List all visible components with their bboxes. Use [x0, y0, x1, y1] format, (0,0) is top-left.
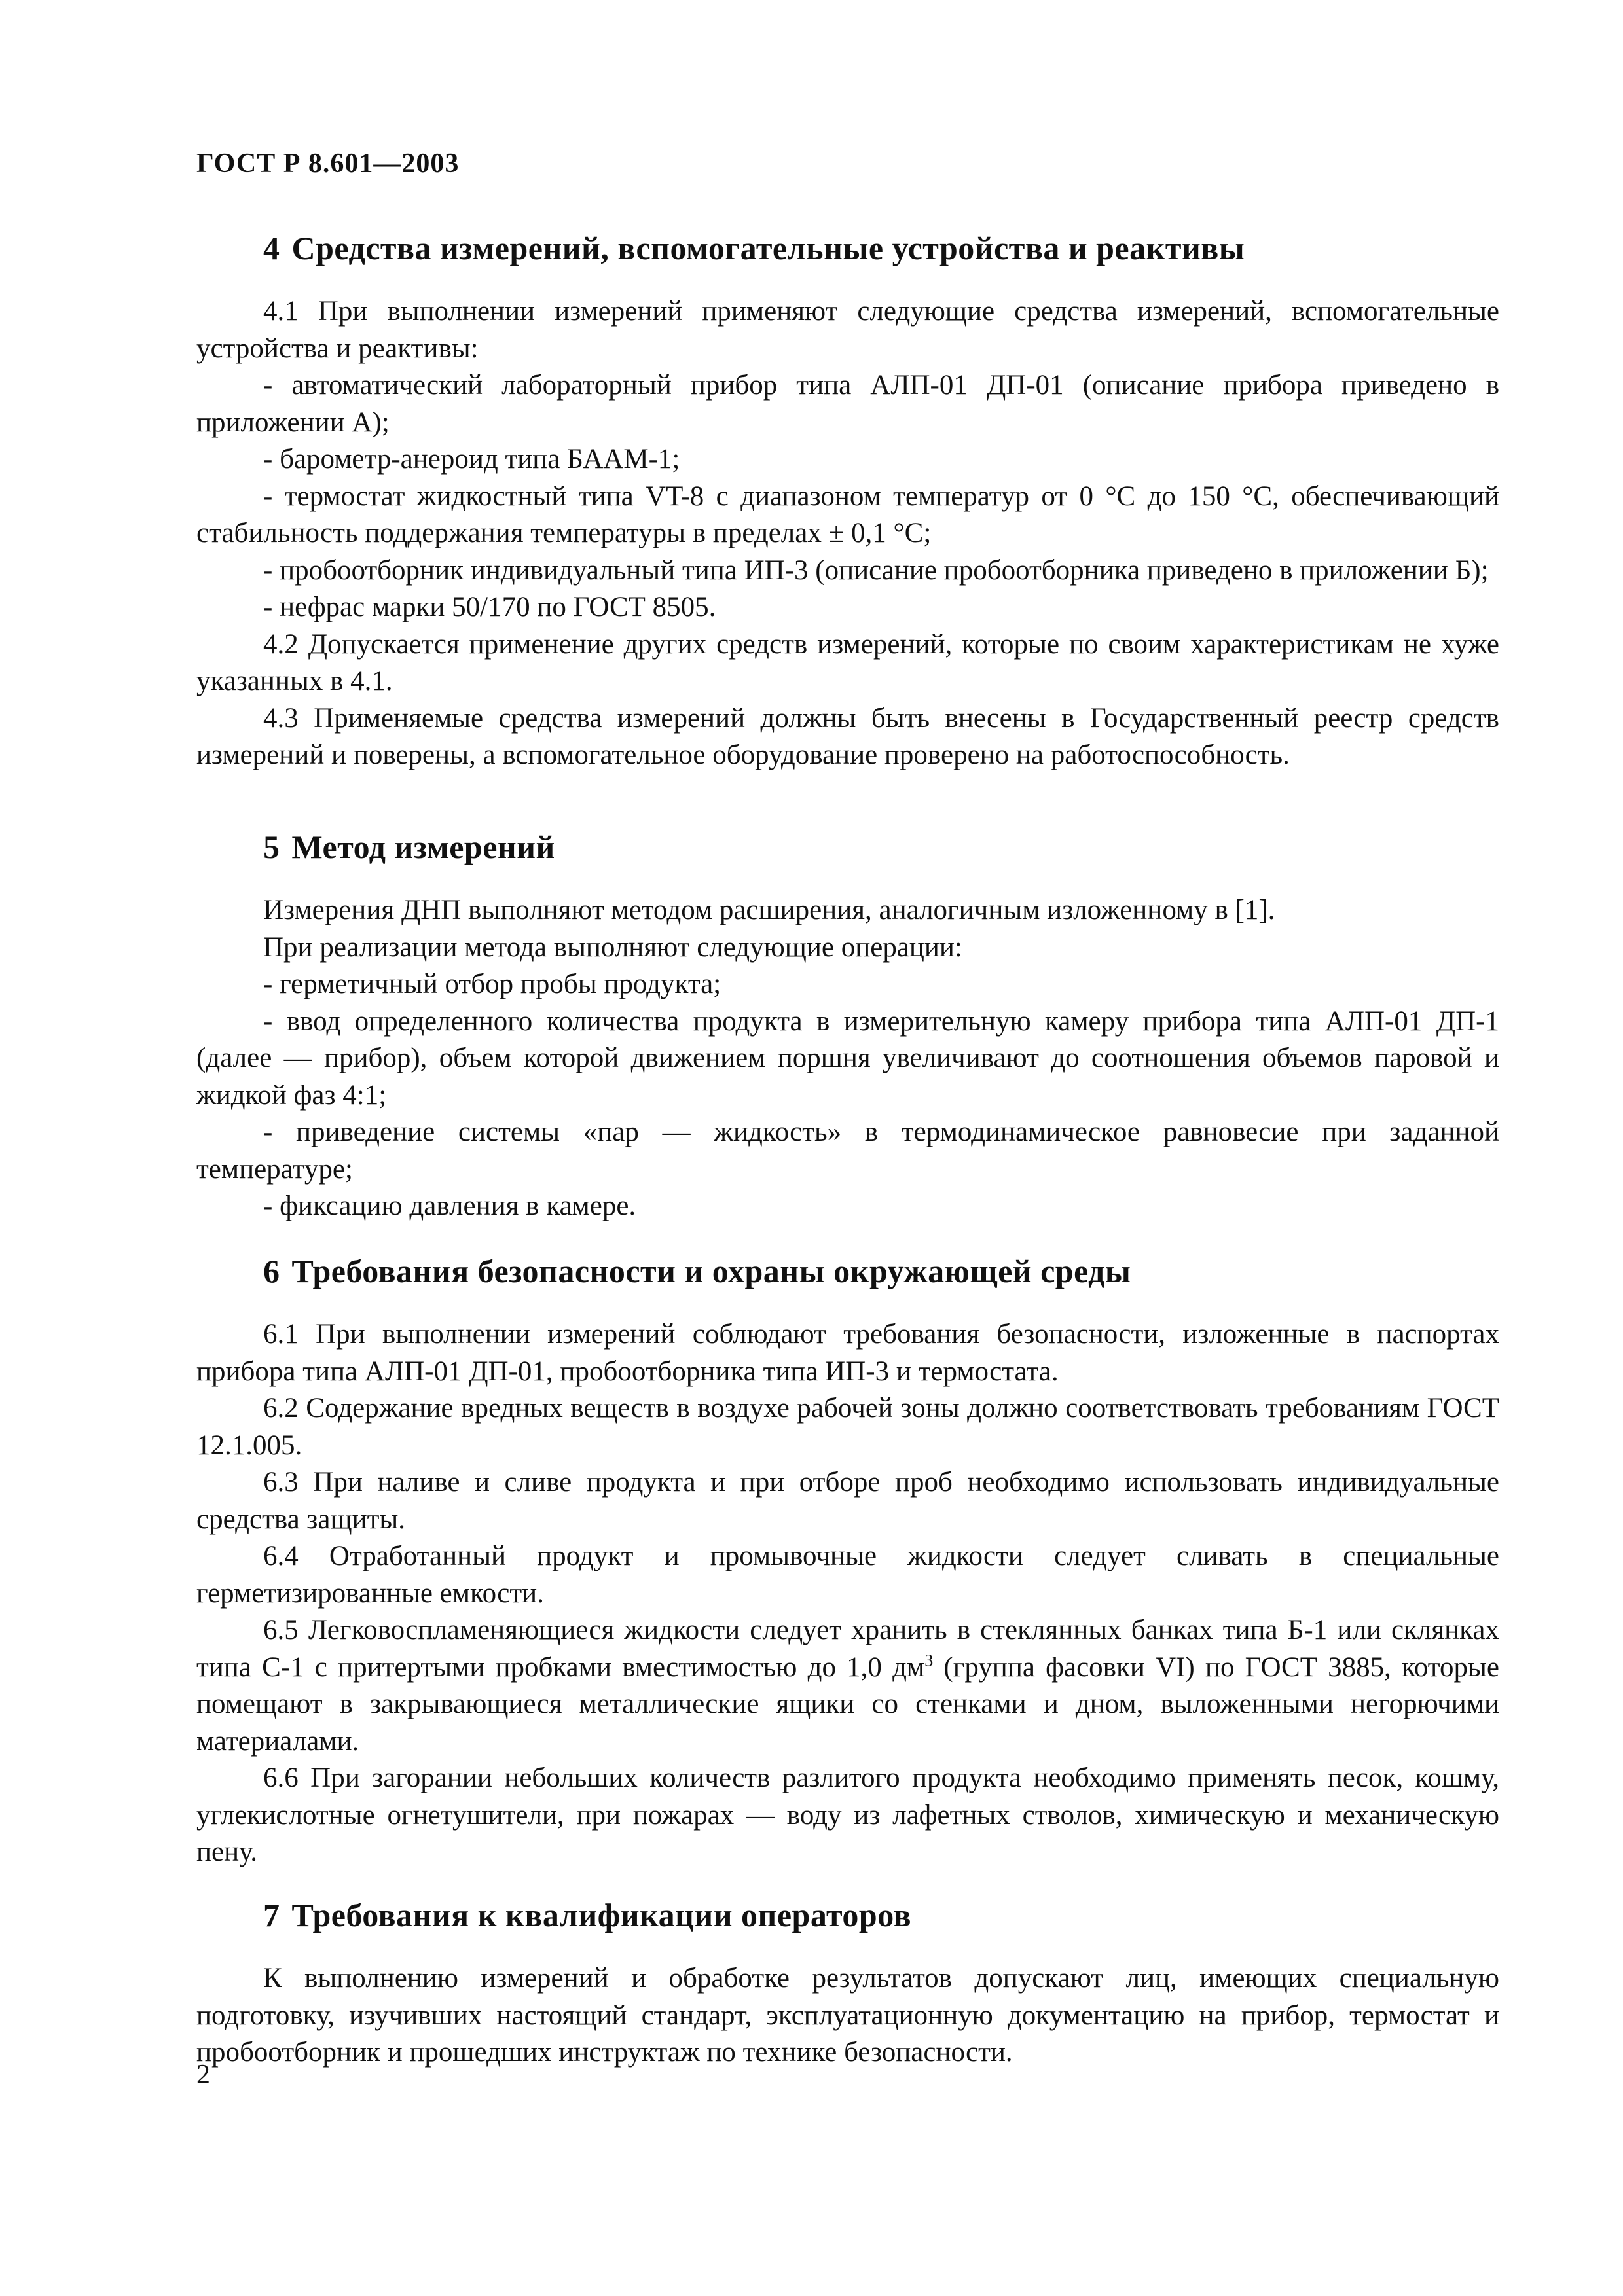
- paragraph: 4.1 При выполнении измерений применяют следующие средства измерений, вспомогательные устройства и реактивы:: [196, 296, 1499, 364]
- paragraph: 6.2 Содержание вредных веществ в воздухе рабочей зоны должно соответствовать требованиям ГОСТ 12.1.005.: [196, 1393, 1499, 1461]
- section-5-body: [196, 892, 1499, 1225]
- section-title: [263, 1252, 1499, 1290]
- paragraph: 6.4 Отработанный продукт и промывочные жидкости следует сливать в специальные герметизированные емкости.: [196, 1541, 1499, 1609]
- section-number: 7: [263, 1897, 280, 1933]
- section-title-text: Средства измерений, вспомогательные устройства и реактивы: [291, 230, 1245, 266]
- paragraph: 4.3 Применяемые средства измерений должны быть внесены в Государственный реестр средств измерений и поверены, а вспомогательное оборудование проверено на работоспособность.: [196, 702, 1499, 770]
- paragraph-6-5: [196, 1612, 1499, 1760]
- paragraph-6-5-end: (группа фасовки VI) по ГОСТ 3885, которые помещают в закрывающиеся металлические ящики со стенками и дном, выложенными негорючими материалами.: [196, 1651, 1499, 1757]
- section-6-heading: [196, 1252, 1499, 1290]
- superscript-cubed: 3: [924, 1651, 934, 1670]
- section-number: 5: [263, 829, 280, 865]
- paragraph: 6.1 При выполнении измерений соблюдают требования безопасности, изложенные в паспортах прибора типа АЛП-01 ДП-01, пробоотборника типа ИП-3 и термостата.: [196, 1319, 1499, 1387]
- paragraph: 6.6 При загорании небольших количеств разлитого продукта необходимо применять песок, кошму, углекислотные огнетушители, при пожарах — воду из лафетных стволов, химическую и механическую пену.: [196, 1763, 1499, 1867]
- section-6-body: [196, 1316, 1499, 1871]
- section-title-text: Метод измерений: [291, 829, 555, 865]
- section-7-heading: [196, 1896, 1499, 1934]
- section-5-heading: [196, 828, 1499, 866]
- section-title: [263, 828, 1499, 866]
- page-number: 2: [196, 2060, 210, 2090]
- paragraph: 4.2 Допускается применение других средств измерений, которые по своим характеристикам не хуже указанных в 4.1.: [196, 628, 1499, 696]
- paragraph: - пробоотборник индивидуальный типа ИП-3 (описание пробоотборника приведено в приложении Б);: [263, 554, 1489, 586]
- paragraph: - ввод определенного количества продукта в измерительную камеру прибора типа АЛП-01 ДП-1 (далее — прибор), объем которой движением поршня увеличивают до соотношения объемов паровой и жидкой фаз 4:1;: [196, 1005, 1499, 1111]
- paragraph: - фиксацию давления в камере.: [263, 1191, 636, 1221]
- section-4-body: [196, 293, 1499, 774]
- section-title-text: Требования безопасности и охраны окружающей среды: [291, 1253, 1131, 1289]
- section-4-heading: [196, 229, 1499, 267]
- section-number: 6: [263, 1253, 280, 1289]
- paragraph-6-5-start: 6.5 Легковоспламеняющиеся жидкости следует хранить в стеклянных банках типа Б-1 или склянках типа С-1 с притертыми пробками вместимостью до 1,0 дм: [196, 1615, 1499, 1683]
- paragraph: - герметичный отбор пробы продукта;: [263, 969, 721, 999]
- section-title: [263, 1896, 1499, 1934]
- section-number: 4: [263, 230, 280, 266]
- paragraph: 6.3 При наливе и сливе продукта и при отборе проб необходимо использовать индивидуальные средства защиты.: [196, 1467, 1499, 1535]
- paragraph: - термостат жидкостный типа VT-8 с диапазоном температур от 0 °С до 150 °С, обеспечивающий стабильность поддержания температуры в пределах ± 0,1 °С;: [196, 480, 1499, 548]
- section-title: [263, 229, 1499, 267]
- paragraph: - нефрас марки 50/170 по ГОСТ 8505.: [263, 592, 716, 622]
- paragraph: К выполнению измерений и обработке результатов допускают лиц, имеющих специальную подготовку, изучивших настоящий стандарт, эксплуатационную документацию на прибор, термостат и пробоотборник и прошедших инструктаж по технике безопасности.: [196, 1963, 1499, 2068]
- section-7-body: [196, 1960, 1499, 2072]
- paragraph: - автоматический лабораторный прибор типа АЛП-01 ДП-01 (описание прибора приведено в приложении А);: [196, 370, 1499, 438]
- paragraph: Измерения ДНП выполняют методом расширения, аналогичным изложенному в [1].: [263, 895, 1275, 925]
- section-title-text: Требования к квалификации операторов: [291, 1897, 911, 1933]
- document-code-header: ГОСТ Р 8.601—2003: [196, 149, 460, 179]
- paragraph: - барометр-анероид типа БААМ-1;: [263, 444, 680, 475]
- paragraph: - приведение системы «пар — жидкость» в термодинамическое равновесие при заданной температуре;: [196, 1117, 1499, 1185]
- paragraph: При реализации метода выполняют следующие операции:: [263, 931, 962, 963]
